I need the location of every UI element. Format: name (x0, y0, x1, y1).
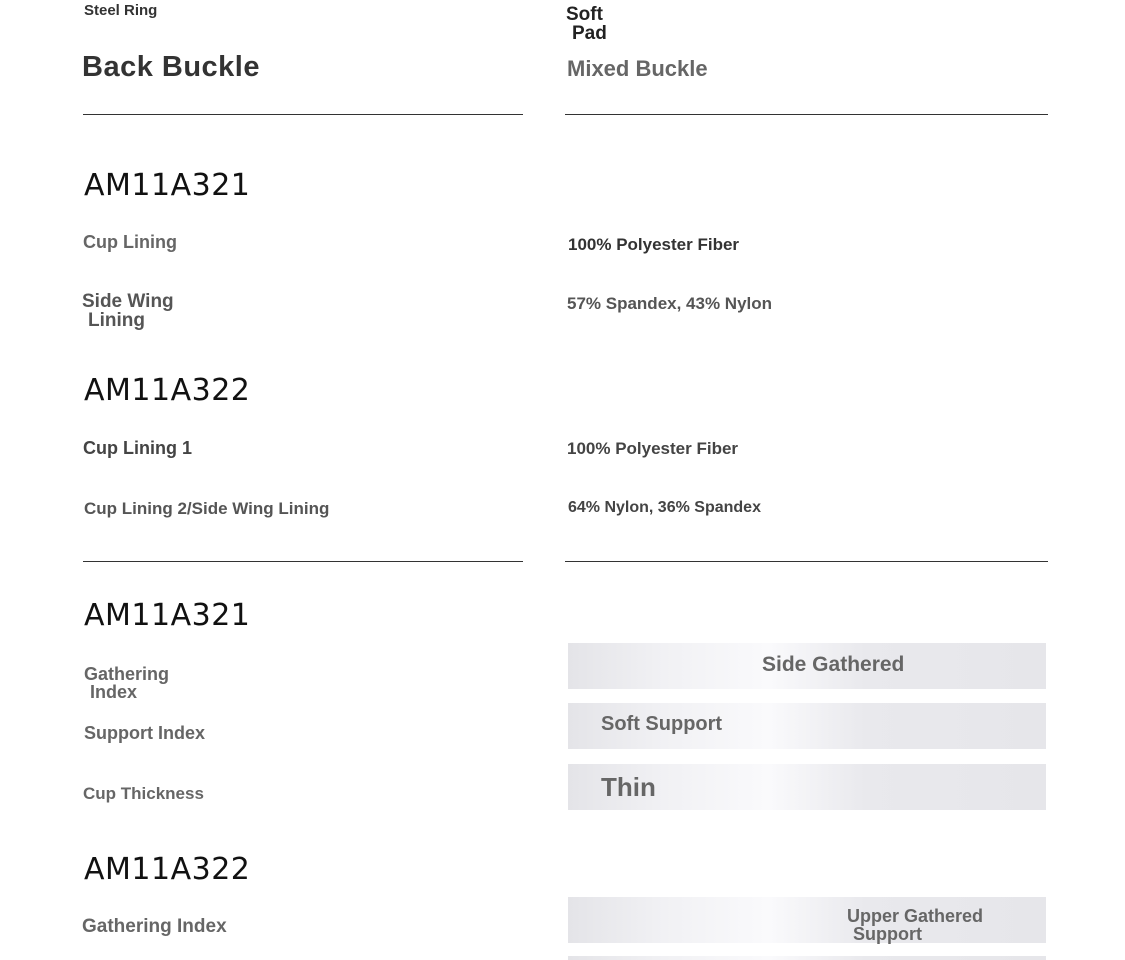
divider-right-2 (565, 561, 1048, 562)
side-wing-line-2: Lining (88, 310, 145, 331)
support-index-label: Support Index (84, 723, 205, 743)
cup-lining-2-label: Cup Lining 2/Side Wing Lining (84, 499, 330, 518)
gathering-index-label (84, 665, 169, 701)
side-wing-lining-label (82, 292, 174, 330)
cup-thickness-label: Cup Thickness (83, 784, 204, 803)
support-value: Soft Support (601, 713, 723, 735)
gathering-line-2: Index (90, 682, 138, 702)
soft-pad-line-1: Soft (566, 4, 603, 25)
upper-gathered-line-2: Support (853, 924, 922, 944)
gathering-line-1: Gathering (84, 664, 170, 684)
gathering-index-label: Gathering Index (82, 916, 227, 937)
model-number: AM11A321 (84, 168, 251, 203)
cup-lining-2-value: 64% Nylon, 36% Spandex (568, 499, 761, 516)
model-number: AM11A322 (84, 852, 251, 887)
back-buckle-heading: Back Buckle (82, 51, 260, 83)
thickness-value: Thin (601, 772, 656, 802)
divider-left-1 (83, 114, 523, 115)
model-number: AM11A321 (84, 598, 251, 633)
gathering-value: Side Gathered (762, 653, 905, 676)
cup-lining-value: 100% Polyester Fiber (568, 235, 740, 254)
side-wing-lining-value: 57% Spandex, 43% Nylon (567, 294, 773, 313)
upper-gathered-value (847, 907, 983, 943)
gathering-value-bar (568, 643, 1046, 689)
upper-gathered-bar (568, 897, 1046, 943)
steel-ring-label: Steel Ring (84, 2, 158, 19)
support-value-bar (568, 703, 1046, 749)
soft-pad-line-2: Pad (572, 23, 607, 44)
soft-pad-label (566, 5, 607, 43)
mixed-buckle-heading: Mixed Buckle (567, 56, 708, 81)
cup-lining-1-label: Cup Lining 1 (83, 438, 192, 458)
thickness-value-bar (568, 764, 1046, 810)
side-wing-line-1: Side Wing (82, 291, 174, 312)
cup-lining-1-value: 100% Polyester Fiber (567, 439, 739, 458)
cup-lining-label: Cup Lining (83, 232, 177, 252)
upper-gathered-line-1: Upper Gathered (847, 906, 984, 926)
model-number: AM11A322 (84, 373, 251, 408)
divider-left-2 (83, 561, 523, 562)
next-value-bar (568, 956, 1046, 960)
divider-right-1 (565, 114, 1048, 115)
